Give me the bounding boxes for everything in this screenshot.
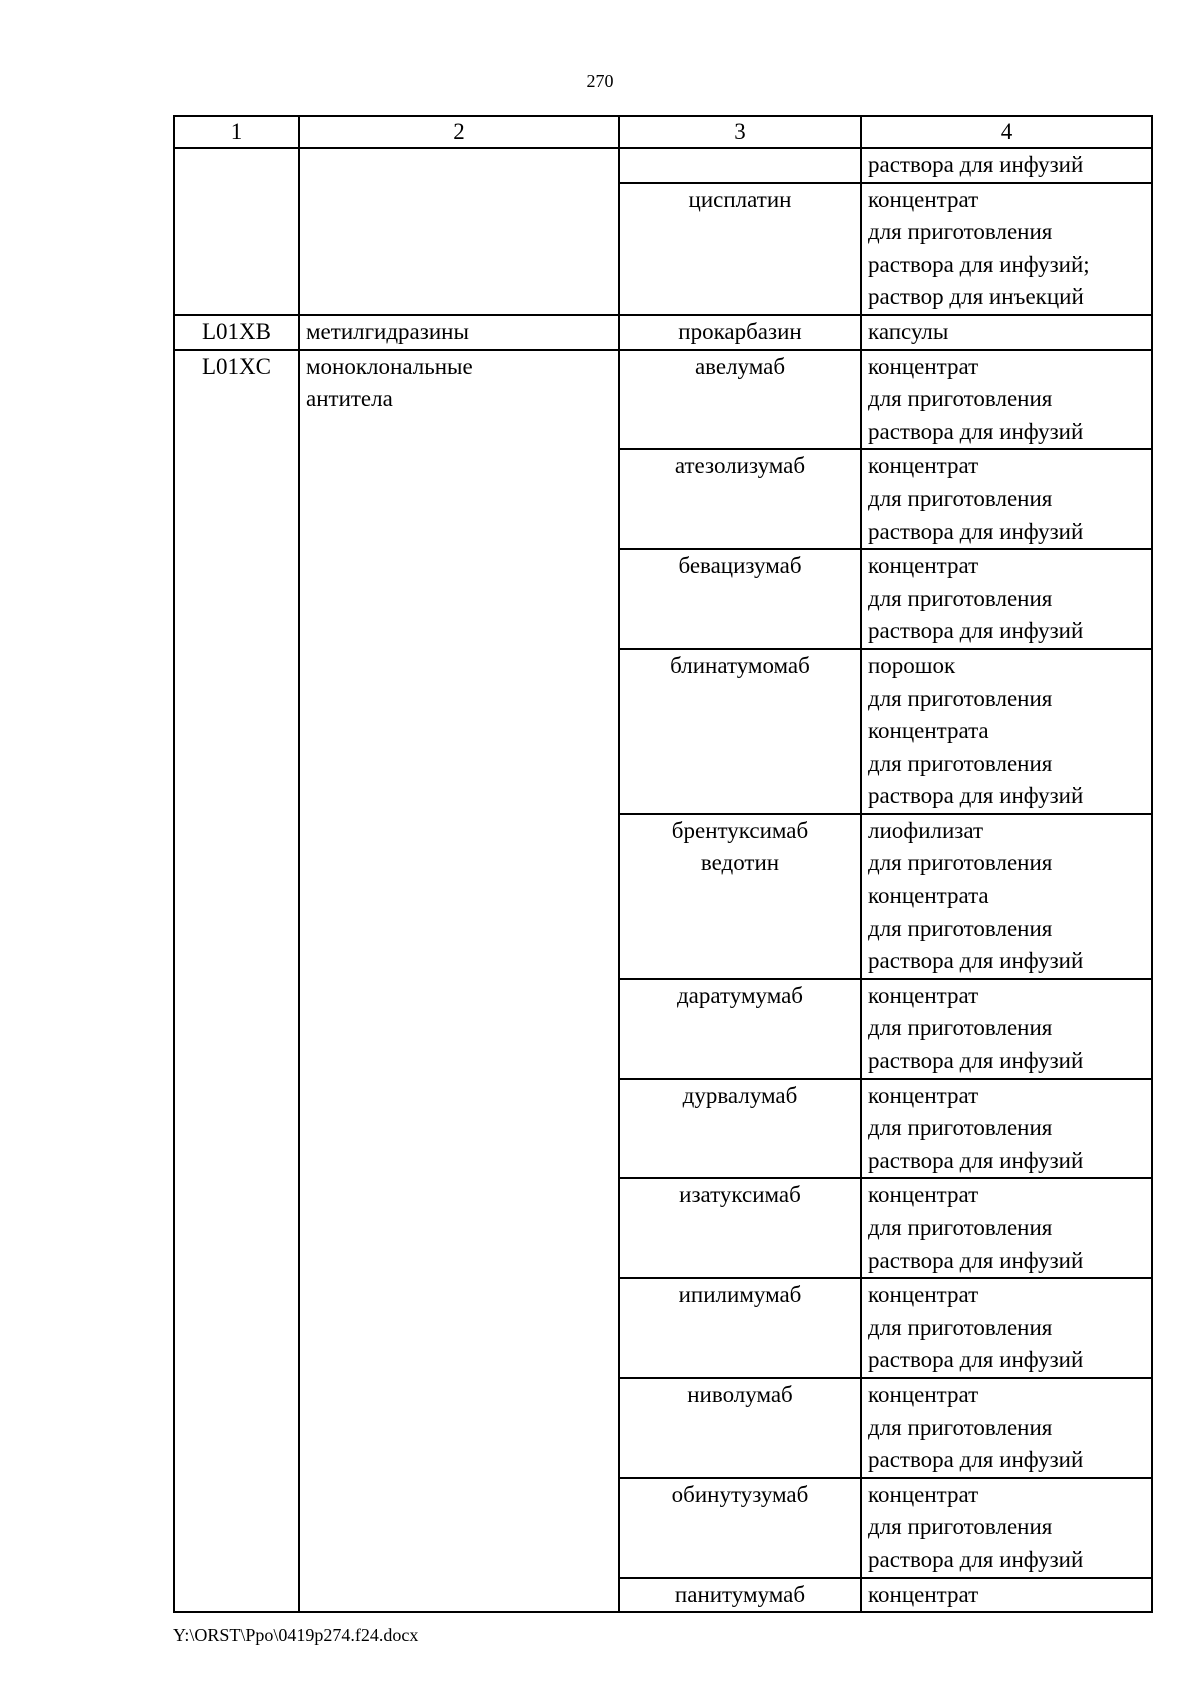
dosage-form-cell: концентрат для приготовления раствора для инфузий; раствор для инъекций bbox=[861, 183, 1152, 315]
table-header-row bbox=[174, 116, 1152, 148]
group-name-cell: моноклональные антитела bbox=[299, 350, 619, 1613]
atc-code-cell: L01XC bbox=[174, 350, 299, 1613]
drug-name-cell: панитумумаб bbox=[619, 1578, 861, 1613]
group-name-cell bbox=[299, 148, 619, 315]
dosage-form-cell: концентрат для приготовления раствора для инфузий bbox=[861, 1278, 1152, 1378]
dosage-form-cell: раствора для инфузий bbox=[861, 148, 1152, 183]
drug-name-cell: авелумаб bbox=[619, 350, 861, 450]
drug-name-cell bbox=[619, 148, 861, 183]
drug-name-cell: атезолизумаб bbox=[619, 449, 861, 549]
group-name-cell: метилгидразины bbox=[299, 315, 619, 350]
drug-name-cell: даратумумаб bbox=[619, 979, 861, 1079]
dosage-form-cell: концентрат для приготовления раствора для инфузий bbox=[861, 1478, 1152, 1578]
header-col-2: 2 bbox=[299, 116, 619, 148]
drug-name-cell: ипилимумаб bbox=[619, 1278, 861, 1378]
drug-name-cell: ниволумаб bbox=[619, 1378, 861, 1478]
page-number: 270 bbox=[586, 71, 614, 91]
drug-name-cell: прокарбазин bbox=[619, 315, 861, 350]
dosage-form-cell: концентрат для приготовления раствора для инфузий bbox=[861, 549, 1152, 649]
header-col-4: 4 bbox=[861, 116, 1152, 148]
table-row bbox=[174, 315, 1152, 350]
drug-name-cell: блинатумомаб bbox=[619, 649, 861, 814]
file-path-footer: Y:\ORST\Ppo\0419p274.f24.docx bbox=[173, 1625, 419, 1645]
drug-name-cell: бевацизумаб bbox=[619, 549, 861, 649]
dosage-form-cell: концентрат для приготовления раствора для инфузий bbox=[861, 350, 1152, 450]
dosage-form-cell: капсулы bbox=[861, 315, 1152, 350]
header-col-1: 1 bbox=[174, 116, 299, 148]
table-row bbox=[174, 148, 1152, 183]
dosage-form-cell: порошок для приготовления концентрата для приготовления раствора для инфузий bbox=[861, 649, 1152, 814]
dosage-form-cell: концентрат для приготовления раствора для инфузий bbox=[861, 1079, 1152, 1179]
drug-name-cell: изатуксимаб bbox=[619, 1178, 861, 1278]
table-row bbox=[174, 350, 1152, 450]
dosage-form-cell: концентрат для приготовления раствора для инфузий bbox=[861, 1378, 1152, 1478]
dosage-form-cell: концентрат для приготовления раствора для инфузий bbox=[861, 979, 1152, 1079]
dosage-form-cell: концентрат для приготовления раствора для инфузий bbox=[861, 449, 1152, 549]
drug-name-cell: обинутузумаб bbox=[619, 1478, 861, 1578]
dosage-form-cell: концентрат bbox=[861, 1578, 1152, 1613]
dosage-form-cell: концентрат для приготовления раствора для инфузий bbox=[861, 1178, 1152, 1278]
atc-code-cell bbox=[174, 148, 299, 315]
drug-name-cell: брентуксимаб ведотин bbox=[619, 814, 861, 979]
drug-table bbox=[173, 115, 1153, 1613]
header-col-3: 3 bbox=[619, 116, 861, 148]
dosage-form-cell: лиофилизат для приготовления концентрата для приготовления раствора для инфузий bbox=[861, 814, 1152, 979]
atc-code-cell: L01XB bbox=[174, 315, 299, 350]
drug-name-cell: цисплатин bbox=[619, 183, 861, 315]
drug-name-cell: дурвалумаб bbox=[619, 1079, 861, 1179]
